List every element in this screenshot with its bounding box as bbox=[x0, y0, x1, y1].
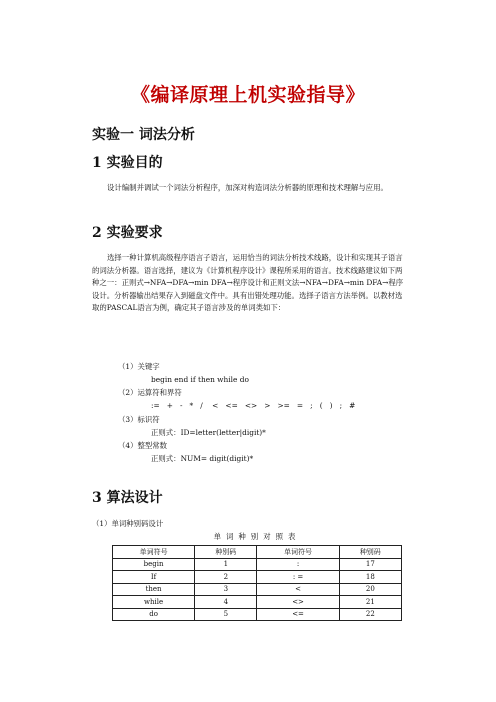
table-cell: < bbox=[257, 583, 339, 596]
table-cell: 3 bbox=[195, 583, 257, 596]
table-row bbox=[113, 608, 402, 621]
token-code-table bbox=[112, 545, 402, 621]
table-cell: do bbox=[113, 608, 195, 621]
table-cell: <> bbox=[257, 596, 339, 609]
number-label: （4）整型常数 bbox=[118, 441, 168, 450]
table-row bbox=[113, 571, 402, 584]
table-row bbox=[113, 596, 402, 609]
table-cell: 21 bbox=[339, 596, 401, 609]
section-1-title: 1 实验目的 bbox=[92, 155, 163, 171]
section-1-text: 设计编制并调试一个词法分析程序，加深对构造词法分析器的原理和技术理解与应用。 bbox=[107, 183, 388, 192]
experiment-heading: 实验一 词法分析 bbox=[92, 127, 195, 143]
table-row bbox=[113, 583, 402, 596]
table-cell: : bbox=[257, 558, 339, 571]
operators-value: := + - * / < <= <> > >= = ; ( ) ; # bbox=[151, 401, 356, 410]
table-cell: If bbox=[113, 571, 195, 584]
table-caption: 单词种别对照表 bbox=[213, 532, 301, 541]
section-3-subtitle: （1）单词种别码设计 bbox=[92, 519, 164, 528]
table-cell: 1 bbox=[195, 558, 257, 571]
table-cell: 5 bbox=[195, 608, 257, 621]
table-cell: : = bbox=[257, 571, 339, 584]
table-header-row bbox=[113, 546, 402, 559]
table-cell: 2 bbox=[195, 571, 257, 584]
section-2-title: 2 实验要求 bbox=[92, 225, 163, 241]
document-title: 《编译原理上机实验指导》 bbox=[130, 84, 365, 106]
identifier-value: 正则式：ID=letter(letter|digit)* bbox=[151, 428, 266, 437]
section-2-text: 选择一种计算机高级程序语言子语言，运用恰当的词法分析技术线路，设计和实现其子语言的词法分析器。语言选择，建议为《计算机程序设计》课程所采用的语言。技术线路建议如下两种之一：正则式→NFA→DFA→min DFA→程序设计和正则文法→NFA→DFA→min DFA→程序设计。分析器输出结果存入到磁盘文件中。具有出错处理功能。选择子语言方法举例。以教材选取的PASCAL语言为例，确定其子语言涉及的单词类如下： bbox=[92, 253, 404, 313]
keyword-label: （1）关键字 bbox=[118, 362, 160, 371]
table-cell: 20 bbox=[339, 583, 401, 596]
table-cell: begin bbox=[113, 558, 195, 571]
header-cell: 种别码 bbox=[339, 546, 401, 559]
table-cell: while bbox=[113, 596, 195, 609]
table-cell: 22 bbox=[339, 608, 401, 621]
number-value: 正则式：NUM= digit(digit)* bbox=[151, 454, 254, 463]
table-cell: then bbox=[113, 583, 195, 596]
table-cell: 4 bbox=[195, 596, 257, 609]
table-cell: 17 bbox=[339, 558, 401, 571]
table-cell: <= bbox=[257, 608, 339, 621]
header-cell: 种别码 bbox=[195, 546, 257, 559]
table-row bbox=[113, 558, 402, 571]
keyword-value: begin end if then while do bbox=[151, 375, 249, 384]
section-3-title: 3 算法设计 bbox=[92, 490, 163, 506]
identifier-label: （3）标识符 bbox=[118, 415, 160, 424]
table-cell: 18 bbox=[339, 571, 401, 584]
header-cell: 单词符号 bbox=[113, 546, 195, 559]
header-cell: 单词符号 bbox=[257, 546, 339, 559]
operators-label: （2）运算符和界符 bbox=[118, 388, 182, 397]
